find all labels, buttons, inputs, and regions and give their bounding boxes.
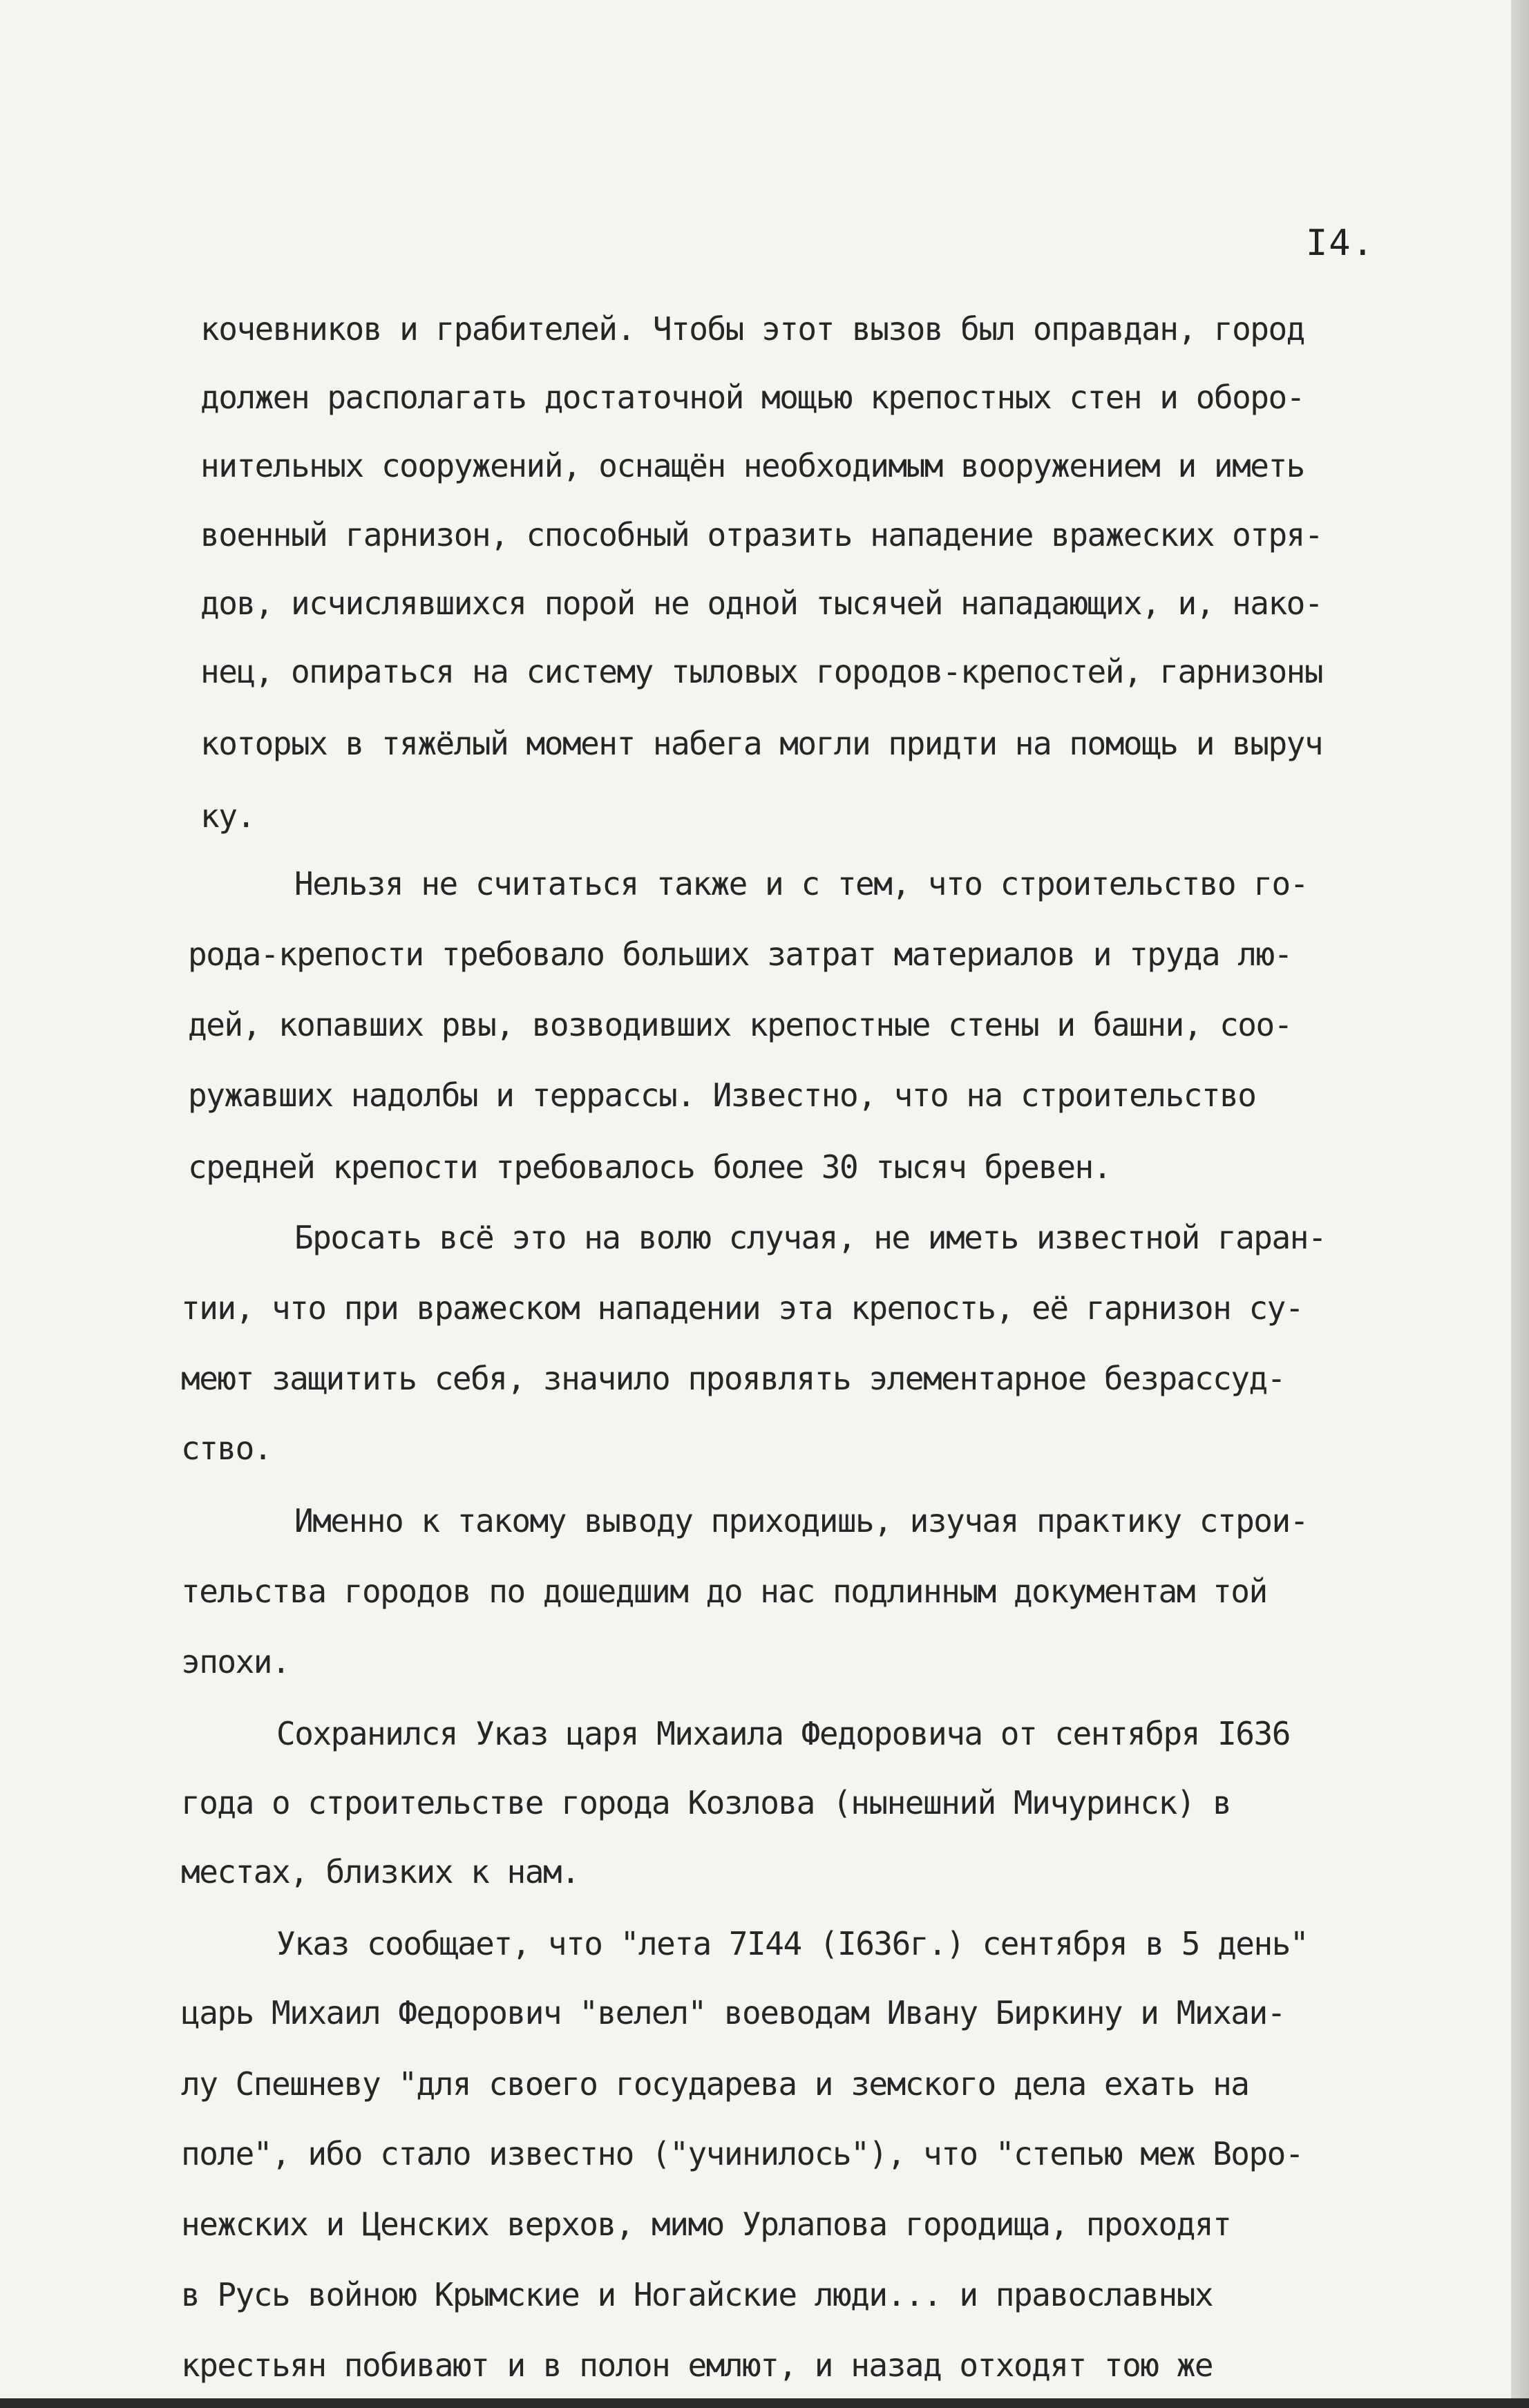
text-line: военный гарнизон, способный отразить нападение вражеских отря- <box>200 516 1323 553</box>
text-line: ку. <box>200 797 255 835</box>
text-line: поле", ибо стало известно ("учинилось"), что "степью меж Воро- <box>181 2135 1304 2172</box>
text-line: нительных сооружений, оснащён необходимым вооружением и иметь <box>200 447 1304 484</box>
text-line: которых в тяжёлый момент набега могли придти на помощь и выруч <box>200 725 1323 762</box>
text-line: кочевников и грабителей. Чтобы этот вызов был оправдан, город <box>200 310 1304 348</box>
text-line: Сохранился Указ царя Михаила Федоровича от сентября I636 <box>276 1715 1290 1752</box>
text-line: рода-крепости требовало больших затрат материалов и труда лю- <box>188 936 1292 973</box>
text-line: лу Спешневу "для своего государева и земского дела ехать на <box>181 2065 1249 2103</box>
text-line: Указ сообщает, что "лета 7I44 (I636г.) сентября в 5 день" <box>276 1925 1309 1962</box>
text-line: местах, близких к нам. <box>181 1853 580 1890</box>
text-line: ство. <box>181 1430 272 1467</box>
text-line: царь Михаил Федорович "велел" воеводам Ивану Биркину и Михаи- <box>181 1994 1285 2031</box>
text-line: нежских и Ценских верхов, мимо Урлапова городища, проходят <box>181 2206 1231 2243</box>
text-line: в Русь войною Крымские и Ногайские люди... и православных <box>181 2276 1213 2313</box>
text-line: должен располагать достаточной мощью крепостных стен и оборо- <box>200 379 1304 416</box>
scan-edge-shadow <box>1511 0 1529 2408</box>
page-number: I4. <box>1306 222 1375 264</box>
text-line: нец, опираться на систему тыловых городов-крепостей, гарнизоны <box>200 653 1323 690</box>
text-line: дов, исчислявшихся порой не одной тысячей нападающих, и, нако- <box>200 585 1323 622</box>
text-line: ружавших надолбы и террассы. Известно, что на строительство <box>188 1077 1256 1114</box>
text-line: Бросать всё это на волю случая, не иметь известной гаран- <box>294 1219 1327 1256</box>
scan-bottom-edge <box>0 2398 1529 2408</box>
text-line: Нельзя не считаться также и с тем, что строительство го- <box>294 865 1308 902</box>
text-line: средней крепости требовалось более 30 тысяч бревен. <box>188 1148 1111 1186</box>
text-line: эпохи. <box>181 1643 290 1680</box>
text-line: Именно к такому выводу приходишь, изучая практику строи- <box>294 1502 1308 1539</box>
text-line: крестьян побивают и в полон емлют, и назад отходят тою же <box>181 2347 1213 2384</box>
text-line: тельства городов по дошедшим до нас подлинным документам той <box>181 1573 1267 1610</box>
text-line: года о строительстве города Козлова (нынешний Мичуринск) в <box>181 1784 1231 1821</box>
text-line: дей, копавших рвы, возводивших крепостные стены и башни, соо- <box>188 1006 1292 1043</box>
text-line: тии, что при вражеском нападении эта крепость, её гарнизон су- <box>181 1289 1304 1327</box>
text-line: меют защитить себя, значило проявлять элементарное безрассуд- <box>181 1360 1285 1397</box>
